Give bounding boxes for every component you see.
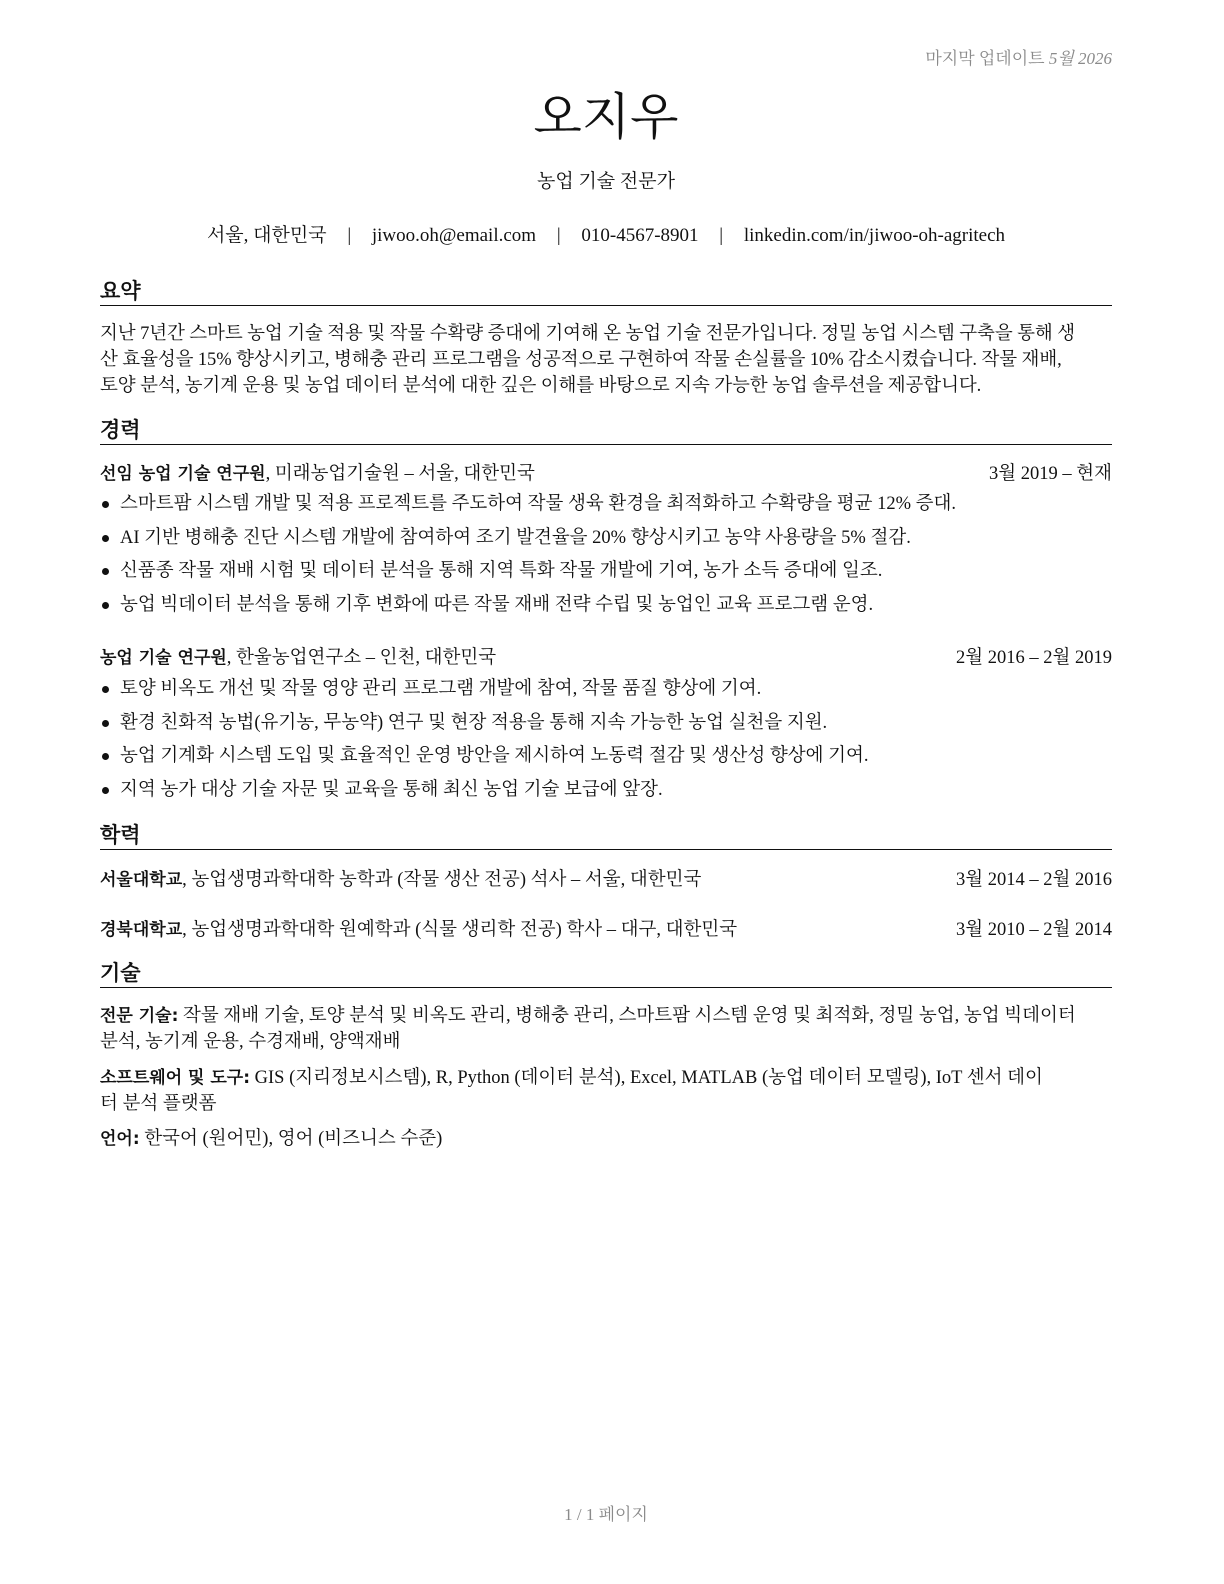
bullet-text: 지역 농가 대상 기술 자문 및 교육을 통해 최신 농업 기술 보급에 앞장. — [120, 779, 663, 800]
summary-text — [100, 321, 1112, 399]
person-name: 오지우 — [533, 88, 679, 146]
job-title: 농업 기술 전문가 — [537, 171, 675, 192]
section-heading-experience: 경력 — [100, 416, 1112, 445]
section-heading-education: 학력 — [100, 821, 1112, 850]
skill-group — [100, 1126, 1112, 1152]
bullet-icon — [102, 753, 109, 760]
contact-separator: | — [556, 225, 561, 246]
list-item — [100, 676, 1112, 710]
section-heading-summary: 요약 — [100, 277, 1112, 306]
contact-separator: | — [347, 225, 352, 246]
skill-line: 분석, 농기계 운용, 수경재배, 양액재배 — [100, 1032, 401, 1052]
bullet-icon — [102, 568, 109, 575]
job-header — [100, 461, 1112, 487]
bullet-text: 토양 비옥도 개선 및 작물 영양 관리 프로그램 개발에 참여, 작물 품질 향상에 기여. — [120, 679, 762, 699]
contact-email[interactable]: jiwoo.oh@email.com — [371, 225, 537, 246]
summary-line: 산 효율성을 15% 향상시키고, 병해충 관리 프로그램을 성공적으로 구현하여 작물 손실률을 10% 감소시켰습니다. 작물 재배, — [100, 350, 1062, 370]
education-item — [100, 917, 1112, 943]
last-updated-month: 5월 — [1048, 49, 1074, 68]
last-updated-label: 마지막 업데이트 — [925, 49, 1045, 68]
education-detail: , 농업생명과학대학 농학과 (작물 생산 전공) 석사 – 서울, 대한민국 — [182, 870, 702, 890]
skill-label: 전문 기술: — [100, 1006, 179, 1026]
skill-line — [100, 1126, 1112, 1152]
job-org: , 한울농업연구소 – 인천, 대한민국 — [226, 648, 497, 668]
bullet-icon — [102, 535, 109, 542]
school-name: 서울대학교 — [100, 870, 183, 890]
education-item — [100, 867, 1112, 893]
skill-group — [100, 1065, 1112, 1117]
contact-phone: 010-4567-8901 — [581, 225, 699, 246]
contact-separator: | — [719, 225, 724, 246]
job-bullets — [100, 491, 1112, 625]
job-org: , 미래농업기술원 – 서울, 대한민국 — [265, 464, 535, 484]
skill-text: 한국어 (원어민), 영어 (비즈니스 수준) — [139, 1129, 443, 1149]
job-header — [100, 645, 1112, 671]
bullet-icon — [102, 720, 109, 727]
summary-line: 지난 7년간 스마트 농업 기술 적용 및 작물 수확량 증대에 기여해 온 농업 기술 전문가입니다. 정밀 농업 시스템 구축을 통해 생 — [100, 324, 1075, 344]
skill-line — [100, 1065, 1112, 1091]
skill-line — [100, 1003, 1112, 1029]
contact-location: 서울, 대한민국 — [206, 225, 327, 246]
skill-label: 언어: — [100, 1129, 140, 1149]
skill-label: 소프트웨어 및 도구: — [100, 1068, 251, 1088]
bullet-text: 농업 빅데이터 분석을 통해 기후 변화에 따른 작물 재배 전략 수립 및 농업인 교육 프로그램 운영. — [120, 594, 874, 615]
bullet-text: 스마트팜 시스템 개발 및 적용 프로젝트를 주도하여 작물 생육 환경을 최적화하고 수확량을 평균 12% 증대. — [120, 494, 957, 514]
bullet-text: 환경 친화적 농법(유기농, 무농약) 연구 및 현장 적용을 통해 지속 가능한 농업 실천을 지원. — [120, 712, 828, 733]
list-item — [100, 777, 1112, 811]
education-dates: 3월 2010 – 2월 2014 — [956, 920, 1112, 940]
contact-linkedin[interactable]: linkedin.com/in/jiwoo-oh-agritech — [743, 225, 1006, 246]
skill-text: GIS (지리정보시스템), R, Python (데이터 분석), Excel, MATLAB (농업 데이터 모델링), IoT 센서 데이 — [250, 1068, 1043, 1088]
page-number: 1 / 1 페이지 — [564, 1505, 648, 1524]
list-item — [100, 525, 1112, 559]
list-item — [100, 558, 1112, 592]
bullet-text: AI 기반 병해충 진단 시스템 개발에 참여하여 조기 발견율을 20% 향상시키고 농약 사용량을 5% 절감. — [120, 527, 911, 548]
job-bullets — [100, 676, 1112, 810]
school-name: 경북대학교 — [100, 920, 183, 940]
section-heading-skills: 기술 — [100, 959, 1112, 988]
bullet-icon — [102, 501, 109, 508]
bullet-icon — [102, 787, 109, 794]
list-item — [100, 592, 1112, 626]
bullet-icon — [102, 602, 109, 609]
skill-group — [100, 1003, 1112, 1055]
last-updated — [925, 44, 1112, 69]
skill-line: 터 분석 플랫폼 — [100, 1094, 217, 1114]
list-item — [100, 491, 1112, 525]
bullet-text: 농업 기계화 시스템 도입 및 효율적인 운영 방안을 제시하여 노동력 절감 및 생산성 향상에 기여. — [120, 746, 869, 766]
resume-page — [100, 0, 1112, 1584]
job-role: 선임 농업 기술 연구원 — [100, 464, 266, 484]
education-dates: 3월 2014 – 2월 2016 — [956, 870, 1112, 890]
job-role: 농업 기술 연구원 — [100, 648, 227, 668]
bullet-text: 신품종 작물 재배 시험 및 데이터 분석을 통해 지역 특화 작물 개발에 기여, 농가 소득 증대에 일조. — [120, 561, 883, 581]
skill-text: 작물 재배 기술, 토양 분석 및 비옥도 관리, 병해충 관리, 스마트팜 시스템 운영 및 최적화, 정밀 농업, 농업 빅데이터 — [178, 1006, 1076, 1026]
job-dates: 3월 2019 – 현재 — [989, 464, 1112, 484]
list-item — [100, 743, 1112, 777]
list-item — [100, 710, 1112, 744]
education-detail: , 농업생명과학대학 원예학과 (식물 생리학 전공) 학사 – 대구, 대한민국 — [182, 920, 738, 940]
contact-line — [100, 222, 1112, 250]
last-updated-year: 2026 — [1078, 49, 1112, 68]
summary-line: 토양 분석, 농기계 운용 및 농업 데이터 분석에 대한 깊은 이해를 바탕으로 지속 가능한 농업 솔루션을 제공합니다. — [100, 376, 982, 396]
job-dates: 2월 2016 – 2월 2019 — [956, 648, 1112, 668]
bullet-icon — [102, 686, 109, 693]
